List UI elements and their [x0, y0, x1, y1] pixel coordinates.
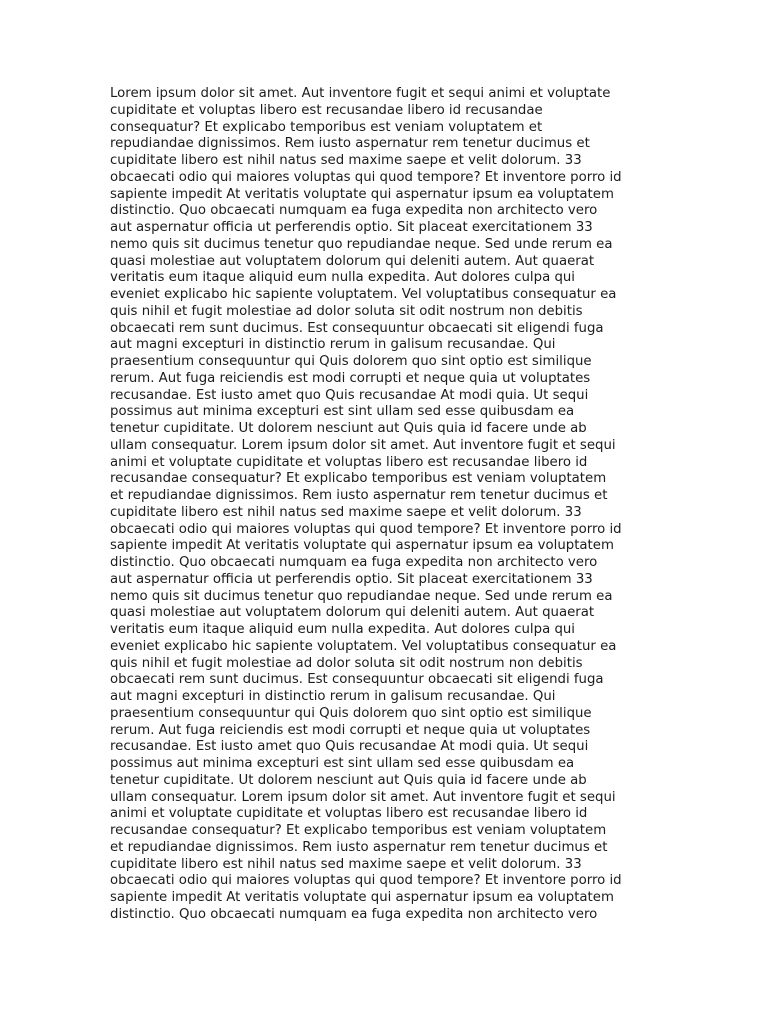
text-line: praesentium consequuntur qui Quis dolorem quo sint optio est similique	[110, 354, 592, 369]
text-line: quasi molestiae aut voluptatem dolorum qui deleniti autem. Aut quaerat	[110, 253, 595, 269]
text-line: cupiditate et voluptas libero est recusandae libero id recusandae	[110, 102, 543, 118]
body-paragraph	[110, 86, 670, 924]
text-line: possimus aut minima excepturi est sint ullam sed esse quibusdam ea	[110, 756, 575, 771]
text-line: nemo quis sit ducimus tenetur quo repudiandae neque. Sed unde rerum ea	[110, 236, 613, 252]
text-line: recusandae consequatur? Et explicabo temporibus est veniam voluptatem	[110, 823, 607, 838]
text-line: animi et voluptate cupiditate et voluptas libero est recusandae libero id	[110, 454, 588, 470]
text-line: repudiandae dignissimos. Rem iusto aspernatur rem tenetur ducimus et	[110, 136, 590, 152]
text-line: obcaecati odio qui maiores voluptas qui quod tempore? Et inventore porro id	[110, 169, 622, 185]
text-line: tenetur cupiditate. Ut dolorem nesciunt aut Quis quia id facere unde ab	[110, 421, 587, 436]
text-line: quis nihil et fugit molestiae ad dolor soluta sit odit nostrum non debitis	[110, 303, 583, 319]
text-line: distinctio. Quo obcaecati numquam ea fuga expedita non architecto vero	[110, 906, 598, 922]
text-line: distinctio. Quo obcaecati numquam ea fuga expedita non architecto vero	[110, 203, 598, 219]
text-line: et repudiandae dignissimos. Rem iusto aspernatur rem tenetur ducimus et	[110, 488, 608, 503]
text-line: aut magni excepturi in distinctio rerum in galisum recusandae. Qui	[110, 689, 556, 704]
text-line: animi et voluptate cupiditate et voluptas libero est recusandae libero id	[110, 806, 588, 822]
text-line: veritatis eum itaque aliquid eum nulla expedita. Aut dolores culpa qui	[110, 622, 576, 637]
text-line: obcaecati rem sunt ducimus. Est consequuntur obcaecati sit eligendi fuga	[110, 320, 604, 336]
text-line: aut magni excepturi in distinctio rerum in galisum recusandae. Qui	[110, 337, 556, 353]
text-line: ullam consequatur. Lorem ipsum dolor sit amet. Aut inventore fugit et sequi	[110, 789, 616, 805]
text-line: Lorem ipsum dolor sit amet. Aut inventore fugit et sequi animi et voluptate	[110, 86, 611, 101]
text-line: sapiente impedit At veritatis voluptate qui aspernatur ipsum ea voluptatem	[110, 538, 614, 554]
text-line: distinctio. Quo obcaecati numquam ea fuga expedita non architecto vero	[110, 555, 598, 570]
text-line: cupiditate libero est nihil natus sed maxime saepe et velit dolorum. 33	[110, 856, 582, 872]
text-line: possimus aut minima excepturi est sint ullam sed esse quibusdam ea	[110, 404, 575, 420]
text-line: cupiditate libero est nihil natus sed maxime saepe et velit dolorum. 33	[110, 504, 582, 520]
text-line: obcaecati odio qui maiores voluptas qui quod tempore? Et inventore porro id	[110, 873, 622, 889]
text-line: et repudiandae dignissimos. Rem iusto aspernatur rem tenetur ducimus et	[110, 839, 608, 855]
text-line: cupiditate libero est nihil natus sed maxime saepe et velit dolorum. 33	[110, 153, 582, 168]
text-line: obcaecati odio qui maiores voluptas qui quod tempore? Et inventore porro id	[110, 521, 622, 537]
text-line: recusandae. Est iusto amet quo Quis recusandae At modi quia. Ut sequi	[110, 739, 589, 755]
text-line: sapiente impedit At veritatis voluptate qui aspernatur ipsum ea voluptatem	[110, 186, 614, 202]
text-line: quis nihil et fugit molestiae ad dolor soluta sit odit nostrum non debitis	[110, 655, 583, 671]
text-line: obcaecati rem sunt ducimus. Est consequuntur obcaecati sit eligendi fuga	[110, 672, 604, 688]
text-line: aut aspernatur officia ut perferendis optio. Sit placeat exercitationem 33	[110, 571, 593, 587]
text-line: veritatis eum itaque aliquid eum nulla expedita. Aut dolores culpa qui	[110, 270, 576, 286]
text-line: rerum. Aut fuga reiciendis est modi corrupti et neque quia ut voluptates	[110, 370, 591, 386]
text-line: sapiente impedit At veritatis voluptate qui aspernatur ipsum ea voluptatem	[110, 890, 614, 905]
text-line: nemo quis sit ducimus tenetur quo repudiandae neque. Sed unde rerum ea	[110, 588, 613, 604]
text-line: recusandae consequatur? Et explicabo temporibus est veniam voluptatem	[110, 471, 607, 487]
text-line: praesentium consequuntur qui Quis dolorem quo sint optio est similique	[110, 705, 592, 721]
text-line: tenetur cupiditate. Ut dolorem nesciunt aut Quis quia id facere unde ab	[110, 772, 587, 788]
text-line: aut aspernatur officia ut perferendis optio. Sit placeat exercitationem 33	[110, 220, 593, 235]
text-line: rerum. Aut fuga reiciendis est modi corrupti et neque quia ut voluptates	[110, 722, 591, 738]
text-line: quasi molestiae aut voluptatem dolorum qui deleniti autem. Aut quaerat	[110, 605, 595, 621]
text-line: consequatur? Et explicabo temporibus est veniam voluptatem et	[110, 119, 543, 135]
text-line: eveniet explicabo hic sapiente voluptatem. Vel voluptatibus consequatur ea	[110, 287, 617, 302]
text-line: recusandae. Est iusto amet quo Quis recusandae At modi quia. Ut sequi	[110, 387, 589, 403]
text-line: eveniet explicabo hic sapiente voluptatem. Vel voluptatibus consequatur ea	[110, 638, 617, 654]
text-line: ullam consequatur. Lorem ipsum dolor sit amet. Aut inventore fugit et sequi	[110, 437, 616, 453]
